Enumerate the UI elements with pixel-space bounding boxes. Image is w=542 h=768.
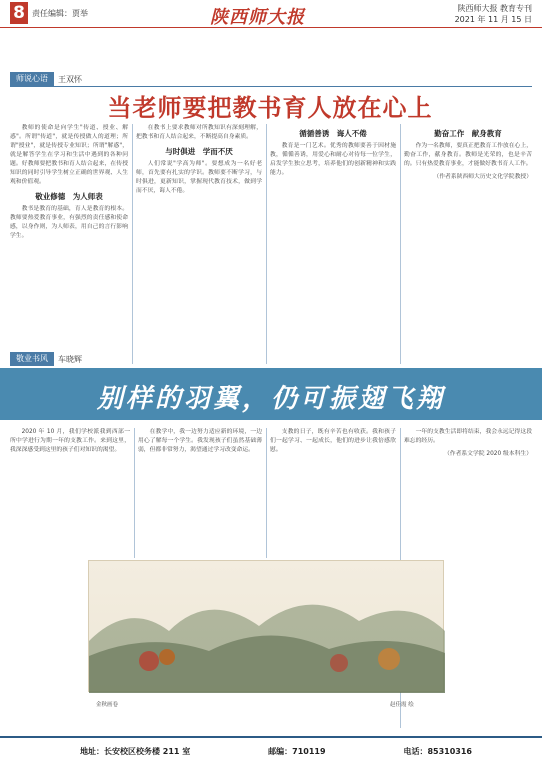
footer-address: 地址：长安校区校务楼 211 室 [80, 747, 191, 756]
article-headline: 别样的羽翼，仍可振翅飞翔 [96, 384, 445, 414]
subheading: 勤奋工作 献身教育 [434, 129, 502, 138]
section-tag-2 [10, 352, 82, 366]
editor-credit: 责任编辑：贾举 [32, 9, 88, 18]
paragraph: 一年的支教生活即将结束，我会永远记得这段难忘的经历。 [404, 429, 532, 444]
paragraph: 教书是教育的基础，育人是教育的根本。教师要热爱教育事业，有强烈的责任感和使命感，以身作则，为人师表，用自己的言行影响学生。 [10, 206, 128, 239]
article-banner [0, 368, 542, 420]
article-headline: 当老师要把教书育人放在心上 [107, 94, 433, 122]
subheading: 与时俱进 学而不厌 [165, 147, 233, 156]
page-number: 8 [10, 2, 28, 24]
subheading: 循循善诱 诲人不倦 [299, 129, 367, 138]
paragraph: 教师的使命是向学生"传道、授业、解惑"。所谓"传道"，就是传授做人的道理；所谓"授业"，就是传授专业知识；所谓"解惑"，就是解答学生在学习和生活中遇到的各种问题。好教师要把教书和育人结合起来，在传授知识的同时引导学生树立正确的世界观、人生观和价值观。 [10, 125, 128, 185]
section-rule [10, 86, 532, 87]
article-column-4 [404, 124, 532, 364]
section-author: 王双怀 [58, 74, 82, 84]
paragraph: 教育是一门艺术。优秀的教师要善于因材施教，循循善诱，用爱心和耐心对待每一位学生，启发学生独立思考，培养他们的创新精神和实践能力。 [270, 143, 396, 176]
paragraph: 支教的日子，既有辛苦也有收获。我和孩子们一起学习、一起成长，他们的进步让我倍感欣慰。 [270, 429, 396, 453]
section-tag-label: 师说心语 [10, 72, 54, 86]
paragraph: 在教学中，我一边努力适应新的环境，一边用心了解每一个学生。我发现孩子们虽然基础薄弱，但都非常努力，渴望通过学习改变命运。 [138, 429, 262, 453]
painting-illustration [89, 561, 445, 693]
masthead-logo: 陕西师大报 [210, 7, 305, 28]
author-note: （作者系陕西师大历史文化学院教授） [433, 174, 532, 180]
subheading: 敬业修德 为人师表 [35, 192, 103, 201]
paragraph: 在教书上要求教师对所教知识有深刻理解，把教书和育人结合起来，不断提高自身素质。 [136, 125, 262, 140]
article-column-2 [138, 428, 262, 558]
painting-caption-right: 赵佳霞 绘 [390, 702, 414, 708]
column-divider [132, 124, 133, 364]
paper-name: 陕西师大报 教育专刊 [457, 4, 532, 13]
section-author: 车晓辉 [58, 354, 82, 364]
section-tag-label: 敬业书风 [10, 352, 54, 366]
section-tag-1 [10, 72, 82, 86]
column-divider [400, 124, 401, 364]
column-divider [134, 428, 135, 558]
column-divider [266, 124, 267, 364]
page-footer [0, 736, 542, 768]
article-column-1 [10, 124, 128, 364]
paragraph: 作为一名教师，要真正把教育工作放在心上，勤奋工作，献身教育。教师是光荣的，也是辛苦的。只有热爱教育事业，才能做好教书育人工作。 [404, 143, 532, 167]
article-column-4 [404, 428, 532, 558]
article-column-2 [136, 124, 262, 364]
issue-date: 2021 年 11 月 15 日 [454, 15, 532, 24]
column-divider [266, 428, 267, 558]
painting-caption-left: 金秋画卷 [96, 702, 119, 708]
paragraph: 2020 年 10 月，我们学校派我到西部一所中学进行为期一年的支教工作。来到这里，我深深感受到这里的孩子们对知识的渴望。 [10, 429, 130, 453]
article-column-3 [270, 428, 396, 558]
landscape-painting [88, 560, 444, 692]
page-header [0, 0, 542, 28]
author-note: （作者系文学院 2020 级本科生） [443, 451, 532, 457]
paragraph: 人们常说"学高为师"。要想成为一名好老师，首先要有扎实的学识。教师要不断学习，与时俱进，更新知识，掌握现代教育技术，做到学而不厌，诲人不倦。 [136, 161, 262, 194]
article-column-3 [270, 124, 396, 364]
footer-postcode: 邮编：710119 [268, 747, 326, 756]
footer-phone: 电话：85310316 [403, 747, 472, 756]
